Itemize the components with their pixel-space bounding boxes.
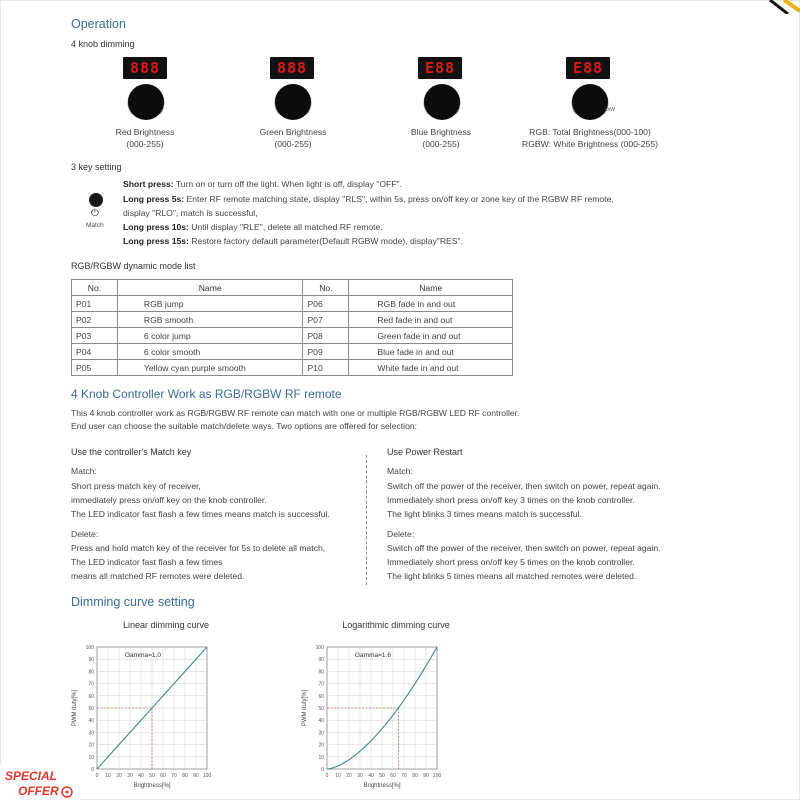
x-tick-label: 100 <box>432 773 442 779</box>
white-knob-range: RGBW: White Brightness (000-255) <box>522 139 658 149</box>
left-delete-label: Delete: <box>71 529 99 539</box>
x-tick-label: 60 <box>160 773 166 779</box>
blue-display: E88 <box>418 57 462 79</box>
y-tick-label: 10 <box>318 754 324 761</box>
x-tick-label: 10 <box>105 773 111 779</box>
key-line-2: Long press 5s: Enter RF remote matching state, display "RLS", within 5s, press on/off key or zone key of the RGBW RF remote, <box>123 194 614 204</box>
x-tick-label: 50 <box>149 773 155 779</box>
cell: Green fade in and out <box>349 328 513 344</box>
x-tick-label: 40 <box>138 773 144 779</box>
blue-knob-label: Blue Brightness <box>410 127 472 137</box>
rf-intro-1: This 4 knob controller work as RGB/RGBW RF remote can match with one or multiple RGB/RGBW LED RF controller. <box>71 408 520 418</box>
x-tick-label: 0 <box>95 773 99 779</box>
table-row <box>72 312 513 328</box>
cell: Blue fade in and out <box>349 344 513 360</box>
col-name-2: Name <box>349 280 513 296</box>
y-axis-label: PWM duty[%] <box>72 689 78 727</box>
y-tick-label: 50 <box>88 706 94 712</box>
y-tick-label: 40 <box>318 718 324 725</box>
key-line-3: display "RLO", match is successful, <box>123 208 258 218</box>
y-tick-label: 50 <box>318 706 324 712</box>
y-axis-label: PWM duty[%] <box>302 689 308 727</box>
y-tick-label: 40 <box>88 718 94 725</box>
y-tick-label: 30 <box>318 730 324 737</box>
blue-knob-range: (000-255) <box>422 139 460 149</box>
green-knob[interactable] <box>275 84 311 120</box>
y-tick-label: 60 <box>318 693 324 700</box>
cell: P02 <box>72 312 118 328</box>
x-tick-label: 90 <box>193 773 199 779</box>
x-tick-label: 0 <box>325 773 329 779</box>
y-tick-label: 10 <box>88 754 94 761</box>
cell: P05 <box>72 360 118 376</box>
cell: Yellow cyan purple smooth <box>117 360 303 376</box>
y-tick-label: 0 <box>321 767 324 773</box>
y-tick-label: 20 <box>318 742 324 749</box>
cell: RGB fade in and out <box>349 296 513 312</box>
key-line-5: Long press 15s: Restore factory default parameter(Default RGBW mode), display"RES". <box>123 236 463 246</box>
col-no-1: No. <box>72 280 118 296</box>
special-offer-badge <box>0 764 80 800</box>
rf-intro-2: End user can choose the suitable match/delete ways. Two options are offered for selection: <box>71 421 418 431</box>
x-tick-label: 50 <box>379 773 385 779</box>
x-tick-label: 80 <box>182 773 188 779</box>
y-tick-label: 80 <box>88 669 94 676</box>
y-tick-label: 0 <box>91 767 94 773</box>
cell: P06 <box>303 296 349 312</box>
key-line-4: Long press 10s: Until display "RLE", delete all matched RF remote. <box>123 222 383 232</box>
y-tick-label: 60 <box>88 693 94 700</box>
blue-knob[interactable] <box>424 84 460 120</box>
chart-title: Linear dimming curve <box>122 620 210 630</box>
x-tick-label: 30 <box>357 773 363 779</box>
table-row <box>72 328 513 344</box>
y-tick-label: 70 <box>88 681 94 688</box>
left-option-heading: Use the controller's Match key <box>71 447 192 457</box>
cell: P07 <box>303 312 349 328</box>
y-tick-label: 100 <box>315 645 324 651</box>
y-tick-label: 80 <box>318 669 324 676</box>
y-tick-label: 100 <box>85 645 94 651</box>
red-knob-range: (000-255) <box>126 139 164 149</box>
cell: P09 <box>303 344 349 360</box>
red-knob-label: Red Brightness <box>115 127 175 137</box>
x-tick-label: 40 <box>368 773 374 779</box>
cell: P10 <box>303 360 349 376</box>
y-tick-label: 20 <box>88 742 94 749</box>
x-tick-label: 90 <box>423 773 429 779</box>
left-delete-line-3: means all matched RF remotes were deleted. <box>71 571 245 581</box>
cell: P01 <box>72 296 118 312</box>
x-tick-label: 100 <box>202 773 212 779</box>
right-delete-line-1: Switch off the power of the receiver, then switch on power, repeat again. <box>387 543 661 553</box>
table-row <box>72 296 513 312</box>
x-tick-label: 20 <box>116 773 122 779</box>
y-tick-label: 90 <box>318 657 324 664</box>
green-knob-range: (000-255) <box>274 139 312 149</box>
key-setting-heading: 3 key setting <box>71 162 122 172</box>
right-match-line-3: The light blinks 3 times means match is successful. <box>387 509 582 519</box>
red-display: 888 <box>123 57 167 79</box>
cell: 6 color smooth <box>117 344 303 360</box>
match-label: Match <box>86 222 104 229</box>
mode-table <box>71 279 513 376</box>
red-knob[interactable] <box>128 84 164 120</box>
x-tick-label: 20 <box>346 773 352 779</box>
x-tick-label: 60 <box>390 773 396 779</box>
corner-decoration <box>766 0 800 14</box>
right-match-line-1: Switch off the power of the receiver, then switch on power, repeat again. <box>387 481 661 491</box>
y-tick-label: 70 <box>318 681 324 688</box>
x-tick-label: 70 <box>401 773 407 779</box>
cell: White fade in and out <box>349 360 513 376</box>
cell: Red fade in and out <box>349 312 513 328</box>
y-tick-label: 30 <box>88 730 94 737</box>
mode-list-heading: RGB/RGBW dynamic mode list <box>71 261 196 271</box>
cell: 6 color jump <box>117 328 303 344</box>
chart-title: Logarithmic dimming curve <box>342 620 450 630</box>
left-delete-line-1: Press and hold match key of the receiver for 5s to delete all match, <box>71 543 326 553</box>
white-knob-mark: O/W <box>605 107 615 113</box>
y-tick-label: 90 <box>88 657 94 664</box>
green-knob-label: Green Brightness <box>259 127 327 137</box>
match-button[interactable] <box>89 193 103 207</box>
left-match-line-2: immediately press on/off key on the knob controller. <box>71 495 267 505</box>
key-line-1: Short press: Turn on or turn off the light. When light is off, display "OFF". <box>123 179 402 189</box>
cell: P03 <box>72 328 118 344</box>
right-match-line-2: Immediately short press on/off key 3 times on the knob controller. <box>387 495 635 505</box>
x-tick-label: 30 <box>127 773 133 779</box>
cell: RGB smooth <box>117 312 303 328</box>
x-axis-label: Brightness[%] <box>363 783 401 789</box>
dimming-title: Dimming curve setting <box>71 595 195 609</box>
cell: P08 <box>303 328 349 344</box>
green-display: 888 <box>270 57 314 79</box>
table-row <box>72 344 513 360</box>
x-axis-label: Brightness[%] <box>133 783 171 789</box>
gamma-annotation: Gamma=1.0 <box>125 652 161 659</box>
rf-remote-title: 4 Knob Controller Work as RGB/RGBW RF remote <box>71 387 342 401</box>
x-tick-label: 70 <box>171 773 177 779</box>
cell: P04 <box>72 344 118 360</box>
knob-dimming-heading: 4 knob dimming <box>71 39 135 49</box>
right-delete-line-2: Immediately short press on/off key 5 times on the knob controller. <box>387 557 635 567</box>
power-icon: ⏻ <box>91 208 99 219</box>
right-option-heading: Use Power Restart <box>387 447 463 457</box>
white-knob-label: RGB: Total Brightness(000-100) <box>529 127 651 137</box>
linear-dimming-chart <box>66 615 296 795</box>
x-tick-label: 80 <box>412 773 418 779</box>
left-delete-line-2: The LED indicator fast flash a few times <box>71 557 223 567</box>
log-dimming-chart <box>296 615 526 795</box>
table-row <box>72 360 513 376</box>
right-delete-label: Delete: <box>387 529 415 539</box>
right-match-label: Match: <box>387 466 413 476</box>
col-no-2: No. <box>303 280 349 296</box>
left-match-line-3: The LED indicator fast flash a few times means match is successful. <box>71 509 330 519</box>
mode-table-header <box>72 280 513 296</box>
option-divider <box>366 455 367 585</box>
left-match-line-1: Short press match key of receiver, <box>71 481 201 491</box>
badge-line-1: SPECIAL <box>5 769 58 783</box>
gamma-annotation: Gamma=1.6 <box>355 652 391 659</box>
col-name-1: Name <box>117 280 303 296</box>
white-display: E88 <box>566 57 610 79</box>
right-delete-line-3: The light blinks 5 times means all matched remotes were deleted. <box>387 571 637 581</box>
left-match-label: Match: <box>71 466 97 476</box>
white-knob[interactable] <box>572 84 608 120</box>
x-tick-label: 10 <box>335 773 341 779</box>
operation-title: Operation <box>71 17 126 31</box>
badge-line-2: OFFER <box>18 784 59 798</box>
cell: RGB jump <box>117 296 303 312</box>
